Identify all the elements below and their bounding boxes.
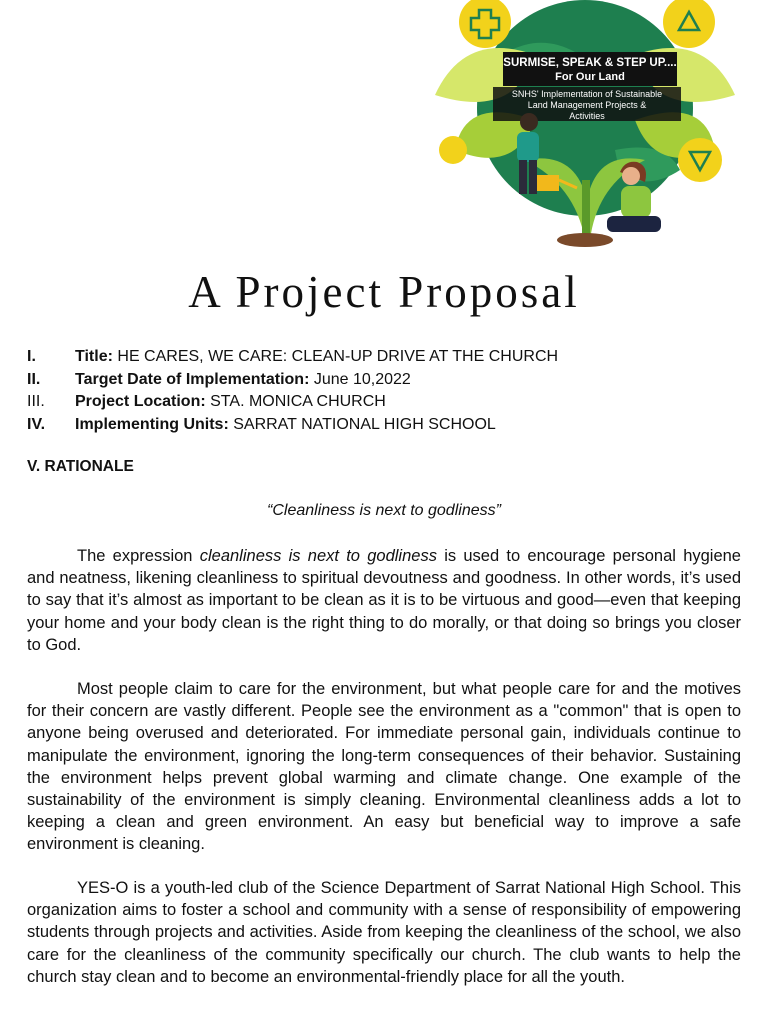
detail-row-location [27,391,747,414]
detail-row-target-date [27,369,747,392]
logo-line-3: SNHS' Implementation of Sustainable [511,89,663,99]
rationale-heading: V. RATIONALE [27,458,134,475]
detail-row-title [27,346,747,369]
detail-value: STA. MONICA CHURCH [205,393,386,410]
detail-label: Title: [75,348,113,365]
watering-can [537,175,559,191]
paragraph-2: Most people claim to care for the environment, but what people care for and the motives for their concern are vastly different. People see the environment as a "common" that is open to anyone being overused and deteriorated. For immediate personal gain, individuals continue to manipulate the environment, ignoring the long-term consequences of their behavior. Sustaining the environment helps prevent global warming and climate change. One example of the sustainability of the environment is simply cleaning. Environmental cleanliness adds a lot to keeping a clean and green environment. An easy but beneficial way to improve a safe environment is cleaning. [27,680,741,854]
proposal-details [27,346,747,436]
paragraph-1-start: The expression [77,547,200,565]
shield-icon [678,138,722,182]
paragraph-1-emphasis: cleanliness is next to godliness [199,547,437,565]
detail-value: HE CARES, WE CARE: CLEAN-UP DRIVE AT THE CHURCH [112,348,559,365]
detail-value: June 10,2022 [309,370,411,388]
person-figure [622,167,640,185]
rationale-quote: “Cleanliness is next to godliness” [267,502,501,519]
detail-label: Target Date of Implementation: [75,370,310,388]
document-title: A Project Proposal [188,267,580,317]
logo-graphic [425,0,745,262]
detail-value: SARRAT NATIONAL HIGH SCHOOL [228,415,496,433]
logo-line-2: For Our Land [555,71,625,83]
detail-row-implementing-units [27,414,747,437]
detail-number: II. [27,370,41,388]
detail-label: Project Location: [75,393,206,410]
paragraph-1-rest: is used to encourage personal hygiene and neatness, likening cleanliness to spiritual devoutness and goodness. In other words, it’s used to say that it’s almost as important to be clean as it is to be virtuous and good—even that keeping your home and your body clean is the right thing to do morally, or that doing so brings you closer to God. [27,547,741,654]
person-figure [520,113,538,131]
logo-line-5: Activities [569,111,605,121]
logo-line-4: Land Management Projects & [527,100,647,110]
logo-line-1: SURMISE, SPEAK & STEP UP.... [503,57,677,69]
recycle-icon [663,0,715,48]
paragraph-1 [27,545,741,656]
detail-label: Implementing Units: [75,415,229,433]
project-logo [425,0,745,262]
paragraph-3: YES-O is a youth-led club of the Science Department of Sarrat National High School. This organization aims to foster a school and community with a sense of responsibility of empowering students through projects and activities. Aside from keeping the cleanliness of the school, we also care for the cleanliness of the community specifically our church. The club wants to help the church stay clean and to become an environmental-friendly place for all the youth. [27,879,741,986]
detail-number: IV. [27,415,46,433]
detail-number: III. [27,393,45,410]
detail-number: I. [27,348,36,365]
